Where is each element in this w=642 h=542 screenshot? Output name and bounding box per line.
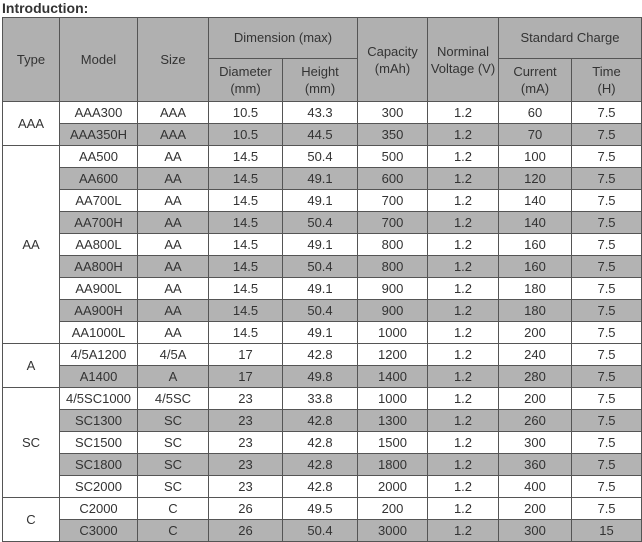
table-row xyxy=(3,410,642,432)
voltage-cell: 1.2 xyxy=(428,278,499,300)
header-voltage xyxy=(428,18,499,102)
model-cell: AA1000L xyxy=(60,322,138,344)
height-cell: 49.1 xyxy=(283,190,358,212)
height-cell: 42.8 xyxy=(283,476,358,498)
size-cell: SC xyxy=(138,476,209,498)
table-row xyxy=(3,278,642,300)
voltage-cell: 1.2 xyxy=(428,454,499,476)
height-cell: 50.4 xyxy=(283,520,358,542)
table-row xyxy=(3,300,642,322)
capacity-cell: 700 xyxy=(358,190,428,212)
model-cell: AA800L xyxy=(60,234,138,256)
header-time-line2: (H) xyxy=(597,81,616,96)
time-cell: 7.5 xyxy=(572,168,642,190)
table-row xyxy=(3,146,642,168)
type-cell: A xyxy=(3,344,60,388)
diameter-cell: 14.5 xyxy=(209,256,283,278)
size-cell: 4/5SC xyxy=(138,388,209,410)
diameter-cell: 23 xyxy=(209,454,283,476)
table-row xyxy=(3,234,642,256)
voltage-cell: 1.2 xyxy=(428,234,499,256)
height-cell: 50.4 xyxy=(283,146,358,168)
model-cell: SC2000 xyxy=(60,476,138,498)
time-cell: 7.5 xyxy=(572,388,642,410)
table-row xyxy=(3,520,642,542)
table-row xyxy=(3,476,642,498)
height-cell: 50.4 xyxy=(283,212,358,234)
current-cell: 200 xyxy=(499,322,572,344)
model-cell: AA500 xyxy=(60,146,138,168)
model-cell: AA700H xyxy=(60,212,138,234)
header-voltage-line1: Norminal xyxy=(436,43,489,59)
height-cell: 49.1 xyxy=(283,234,358,256)
diameter-cell: 14.5 xyxy=(209,278,283,300)
diameter-cell: 14.5 xyxy=(209,212,283,234)
header-diameter-line2: (mm) xyxy=(230,81,261,96)
diameter-cell: 10.5 xyxy=(209,124,283,146)
voltage-cell: 1.2 xyxy=(428,102,499,124)
header-dimension: Dimension (max) xyxy=(209,18,358,59)
current-cell: 140 xyxy=(499,190,572,212)
diameter-cell: 14.5 xyxy=(209,168,283,190)
current-cell: 100 xyxy=(499,146,572,168)
size-cell: C xyxy=(138,498,209,520)
capacity-cell: 500 xyxy=(358,146,428,168)
size-cell: AAA xyxy=(138,124,209,146)
capacity-cell: 1400 xyxy=(358,366,428,388)
table-row xyxy=(3,454,642,476)
header-diameter-line1: Diameter xyxy=(219,64,272,79)
height-cell: 42.8 xyxy=(283,344,358,366)
model-cell: A1400 xyxy=(60,366,138,388)
voltage-cell: 1.2 xyxy=(428,366,499,388)
model-cell: SC1300 xyxy=(60,410,138,432)
header-type: Type xyxy=(3,18,60,102)
capacity-cell: 900 xyxy=(358,300,428,322)
voltage-cell: 1.2 xyxy=(428,124,499,146)
type-cell: C xyxy=(3,498,60,542)
time-cell: 7.5 xyxy=(572,212,642,234)
voltage-cell: 1.2 xyxy=(428,322,499,344)
capacity-cell: 350 xyxy=(358,124,428,146)
table-row xyxy=(3,212,642,234)
size-cell: C xyxy=(138,520,209,542)
size-cell: A xyxy=(138,366,209,388)
capacity-cell: 900 xyxy=(358,278,428,300)
section-title: Introduction: xyxy=(2,0,89,16)
current-cell: 400 xyxy=(499,476,572,498)
time-cell: 7.5 xyxy=(572,300,642,322)
model-cell: AA800H xyxy=(60,256,138,278)
current-cell: 300 xyxy=(499,432,572,454)
diameter-cell: 17 xyxy=(209,344,283,366)
model-cell: 4/5A1200 xyxy=(60,344,138,366)
height-cell: 50.4 xyxy=(283,256,358,278)
capacity-cell: 1000 xyxy=(358,322,428,344)
header-model: Model xyxy=(60,18,138,102)
current-cell: 70 xyxy=(499,124,572,146)
time-cell: 7.5 xyxy=(572,344,642,366)
height-cell: 43.3 xyxy=(283,102,358,124)
header-height xyxy=(283,59,358,102)
header-height-line1: Height xyxy=(301,64,339,79)
current-cell: 180 xyxy=(499,278,572,300)
current-cell: 280 xyxy=(499,366,572,388)
table-row xyxy=(3,498,642,520)
table-row xyxy=(3,190,642,212)
height-cell: 49.5 xyxy=(283,498,358,520)
voltage-cell: 1.2 xyxy=(428,168,499,190)
voltage-cell: 1.2 xyxy=(428,146,499,168)
diameter-cell: 26 xyxy=(209,520,283,542)
time-cell: 7.5 xyxy=(572,234,642,256)
capacity-cell: 800 xyxy=(358,234,428,256)
diameter-cell: 14.5 xyxy=(209,322,283,344)
voltage-cell: 1.2 xyxy=(428,300,499,322)
current-cell: 160 xyxy=(499,256,572,278)
time-cell: 7.5 xyxy=(572,454,642,476)
header-current-line1: Current xyxy=(513,64,557,79)
current-cell: 60 xyxy=(499,102,572,124)
size-cell: SC xyxy=(138,454,209,476)
capacity-cell: 1200 xyxy=(358,344,428,366)
current-cell: 200 xyxy=(499,498,572,520)
capacity-cell: 700 xyxy=(358,212,428,234)
time-cell: 7.5 xyxy=(572,322,642,344)
table-body xyxy=(3,102,642,542)
model-cell: 4/5SC1000 xyxy=(60,388,138,410)
header-current-line2: (mA) xyxy=(520,81,550,96)
height-cell: 42.8 xyxy=(283,432,358,454)
voltage-cell: 1.2 xyxy=(428,388,499,410)
model-cell: C2000 xyxy=(60,498,138,520)
type-cell: AA xyxy=(3,146,60,344)
current-cell: 300 xyxy=(499,520,572,542)
header-capacity-line1: Capacity xyxy=(367,43,418,59)
size-cell: AA xyxy=(138,278,209,300)
current-cell: 120 xyxy=(499,168,572,190)
time-cell: 7.5 xyxy=(572,190,642,212)
capacity-cell: 2000 xyxy=(358,476,428,498)
model-cell: AA600 xyxy=(60,168,138,190)
size-cell: AA xyxy=(138,168,209,190)
voltage-cell: 1.2 xyxy=(428,520,499,542)
height-cell: 49.1 xyxy=(283,278,358,300)
table-row xyxy=(3,432,642,454)
voltage-cell: 1.2 xyxy=(428,256,499,278)
capacity-cell: 1300 xyxy=(358,410,428,432)
model-cell: AA900L xyxy=(60,278,138,300)
header-capacity-line2: (mAh) xyxy=(374,60,411,76)
size-cell: AA xyxy=(138,256,209,278)
table-row xyxy=(3,388,642,410)
time-cell: 7.5 xyxy=(572,410,642,432)
current-cell: 160 xyxy=(499,234,572,256)
model-cell: SC1500 xyxy=(60,432,138,454)
diameter-cell: 14.5 xyxy=(209,146,283,168)
time-cell: 7.5 xyxy=(572,102,642,124)
model-cell: AAA300 xyxy=(60,102,138,124)
size-cell: SC xyxy=(138,432,209,454)
current-cell: 240 xyxy=(499,344,572,366)
capacity-cell: 200 xyxy=(358,498,428,520)
voltage-cell: 1.2 xyxy=(428,344,499,366)
time-cell: 7.5 xyxy=(572,146,642,168)
height-cell: 33.8 xyxy=(283,388,358,410)
size-cell: AA xyxy=(138,146,209,168)
type-cell: SC xyxy=(3,388,60,498)
size-cell: AA xyxy=(138,322,209,344)
diameter-cell: 23 xyxy=(209,476,283,498)
capacity-cell: 800 xyxy=(358,256,428,278)
model-cell: C3000 xyxy=(60,520,138,542)
header-diameter xyxy=(209,59,283,102)
diameter-cell: 14.5 xyxy=(209,300,283,322)
height-cell: 49.1 xyxy=(283,322,358,344)
size-cell: AA xyxy=(138,234,209,256)
model-cell: SC1800 xyxy=(60,454,138,476)
voltage-cell: 1.2 xyxy=(428,212,499,234)
voltage-cell: 1.2 xyxy=(428,190,499,212)
time-cell: 7.5 xyxy=(572,476,642,498)
capacity-cell: 3000 xyxy=(358,520,428,542)
table-row xyxy=(3,256,642,278)
voltage-cell: 1.2 xyxy=(428,476,499,498)
header-size: Size xyxy=(138,18,209,102)
header-capacity xyxy=(358,18,428,102)
diameter-cell: 26 xyxy=(209,498,283,520)
time-cell: 7.5 xyxy=(572,124,642,146)
height-cell: 42.8 xyxy=(283,454,358,476)
current-cell: 360 xyxy=(499,454,572,476)
diameter-cell: 14.5 xyxy=(209,234,283,256)
header-time xyxy=(572,59,642,102)
voltage-cell: 1.2 xyxy=(428,410,499,432)
size-cell: AA xyxy=(138,212,209,234)
type-cell: AAA xyxy=(3,102,60,146)
voltage-cell: 1.2 xyxy=(428,498,499,520)
current-cell: 180 xyxy=(499,300,572,322)
diameter-cell: 10.5 xyxy=(209,102,283,124)
height-cell: 42.8 xyxy=(283,410,358,432)
current-cell: 140 xyxy=(499,212,572,234)
table-row xyxy=(3,102,642,124)
capacity-cell: 300 xyxy=(358,102,428,124)
size-cell: 4/5A xyxy=(138,344,209,366)
current-cell: 200 xyxy=(499,388,572,410)
height-cell: 50.4 xyxy=(283,300,358,322)
size-cell: SC xyxy=(138,410,209,432)
height-cell: 49.1 xyxy=(283,168,358,190)
diameter-cell: 14.5 xyxy=(209,190,283,212)
capacity-cell: 1500 xyxy=(358,432,428,454)
battery-spec-table xyxy=(2,17,642,542)
table-row xyxy=(3,322,642,344)
header-current xyxy=(499,59,572,102)
table-row xyxy=(3,366,642,388)
size-cell: AAA xyxy=(138,102,209,124)
time-cell: 7.5 xyxy=(572,278,642,300)
header-time-line1: Time xyxy=(592,64,621,79)
size-cell: AA xyxy=(138,190,209,212)
header-voltage-line2: Voltage (V) xyxy=(430,60,496,76)
table-row xyxy=(3,168,642,190)
time-cell: 7.5 xyxy=(572,256,642,278)
table-row xyxy=(3,124,642,146)
model-cell: AAA350H xyxy=(60,124,138,146)
diameter-cell: 23 xyxy=(209,432,283,454)
voltage-cell: 1.2 xyxy=(428,432,499,454)
time-cell: 7.5 xyxy=(572,432,642,454)
capacity-cell: 1000 xyxy=(358,388,428,410)
time-cell: 15 xyxy=(572,520,642,542)
diameter-cell: 23 xyxy=(209,410,283,432)
table-row xyxy=(3,344,642,366)
height-cell: 44.5 xyxy=(283,124,358,146)
model-cell: AA700L xyxy=(60,190,138,212)
capacity-cell: 1800 xyxy=(358,454,428,476)
diameter-cell: 17 xyxy=(209,366,283,388)
model-cell: AA900H xyxy=(60,300,138,322)
time-cell: 7.5 xyxy=(572,366,642,388)
size-cell: AA xyxy=(138,300,209,322)
capacity-cell: 600 xyxy=(358,168,428,190)
current-cell: 260 xyxy=(499,410,572,432)
height-cell: 49.8 xyxy=(283,366,358,388)
time-cell: 7.5 xyxy=(572,498,642,520)
diameter-cell: 23 xyxy=(209,388,283,410)
header-standard-charge: Standard Charge xyxy=(499,18,642,59)
header-height-line2: (mm) xyxy=(304,81,336,96)
